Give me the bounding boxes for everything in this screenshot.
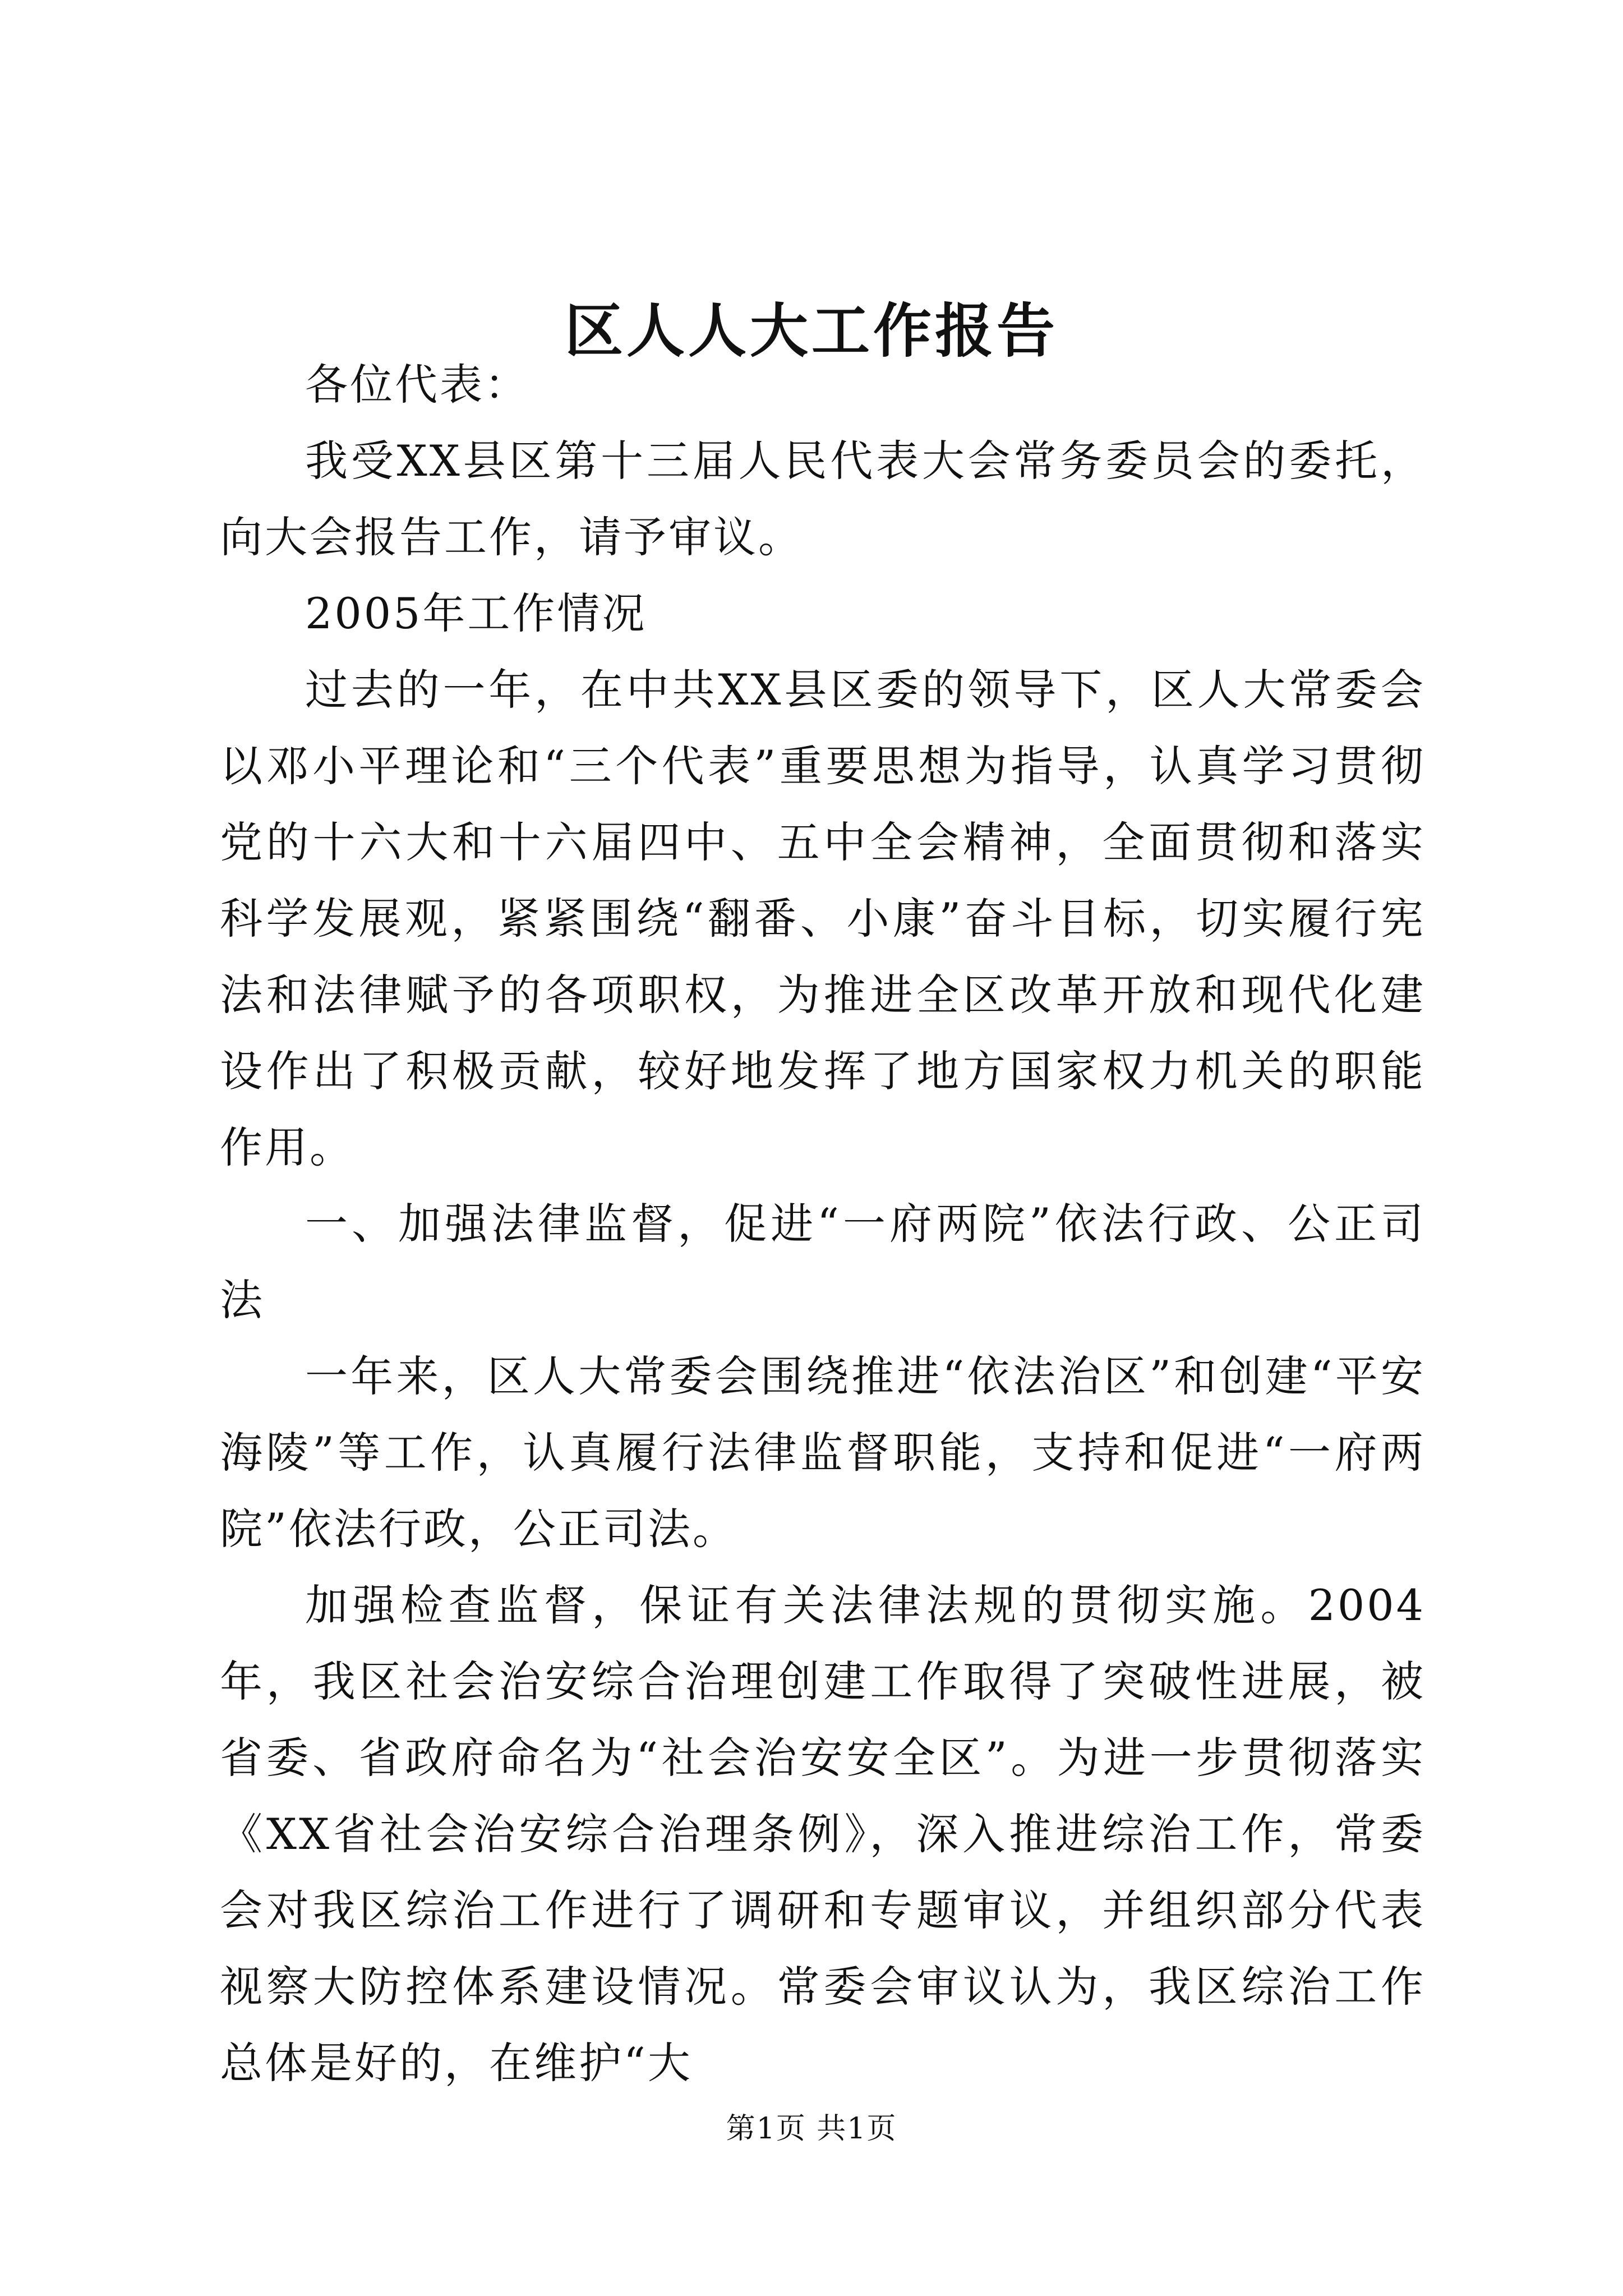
section-heading-legal-supervision: 一、加强法律监督，促进“一府两院”依法行政、公正司法: [220, 1199, 1426, 1325]
document-title: 区人人大工作报告: [564, 296, 1058, 365]
legal-supervision-paragraph: 一年来，区人大常委会围绕推进“依法治区”和创建“平安海陵”等工作，认真履行法律监督职能，支持和促进“一府两院”依法行政，公正司法。: [220, 1351, 1426, 1554]
section-heading-2005: 2005年工作情况: [305, 588, 647, 638]
intro-paragraph: 我受XX县区第十三届人民代表大会常务委员会的委托，向大会报告工作，请予审议。: [220, 436, 1426, 562]
overview-paragraph: 过去的一年，在中共XX县区委的领导下，区人大常委会以邓小平理论和“三个代表”重要思想为指导，认真学习贯彻党的十六大和十六届四中、五中全会精神，全面贯彻和落实科学发展观，紧紧围绕“翻番、小康”奋斗目标，切实履行宪法和法律赋予的各项职权，为推进全区改革开放和现代化建设作出了积极贡献，较好地发挥了地方国家权力机关的职能作用。: [220, 665, 1426, 1172]
inspection-paragraph: 加强检查监督，保证有关法律法规的贯彻实施。2004年，我区社会治安综合治理创建工作取得了突破性进展，被省委、省政府命名为“社会治安安全区”。为进一步贯彻落实《XX省社会治安综合治理条例》，深入推进综治工作，常委会对我区综治工作进行了调研和专题审议，并组织部分代表视察大防控体系建设情况。常委会审议认为，我区综治工作总体是好的，在维护“大: [220, 1580, 1426, 2088]
document-body: [220, 347, 1426, 2101]
salutation-paragraph: 各位代表：: [305, 360, 529, 409]
page-number-footer: 第1页 共1页: [726, 2112, 897, 2146]
